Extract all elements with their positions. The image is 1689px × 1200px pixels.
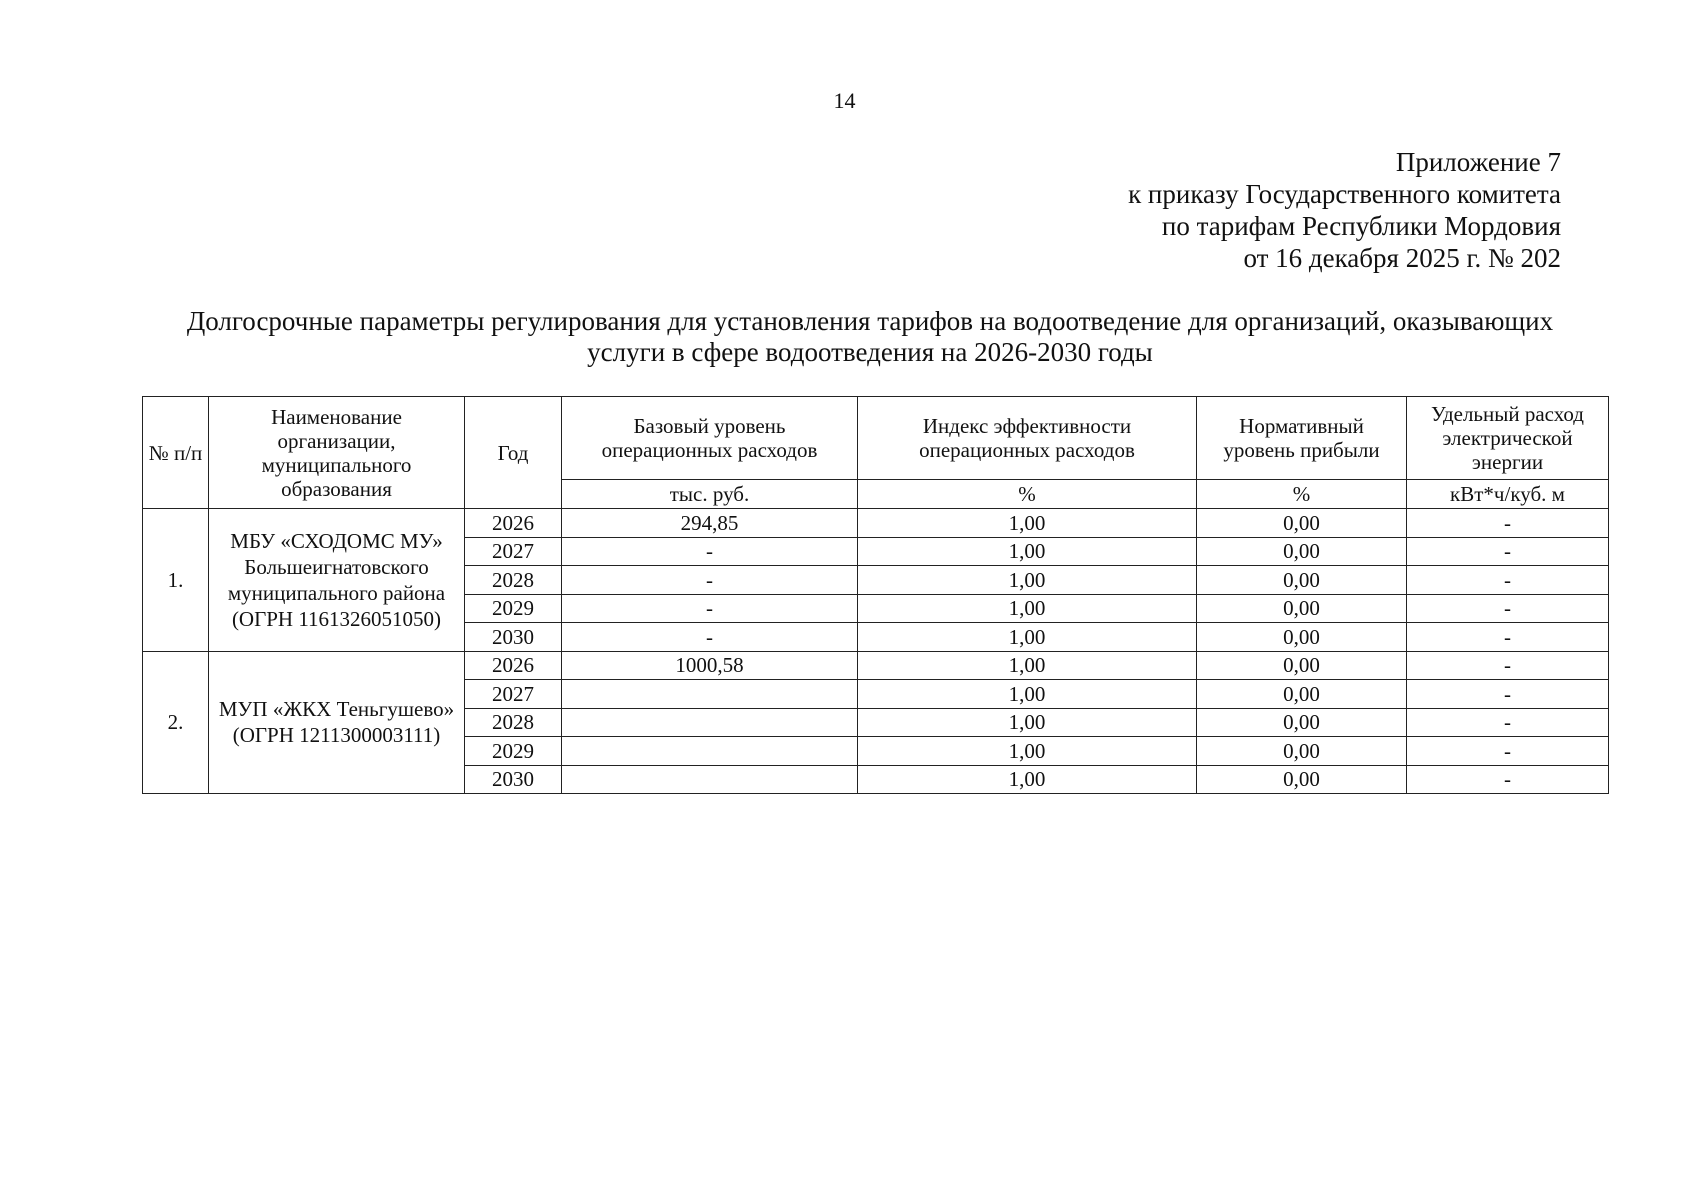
cell-index: 1,00 — [858, 737, 1197, 766]
cell-profit: 0,00 — [1197, 566, 1407, 595]
org-number: 2. — [143, 651, 209, 794]
cell-year: 2028 — [465, 566, 562, 595]
cell-base: - — [562, 566, 858, 595]
appendix-line-1: Приложение 7 — [1395, 147, 1561, 177]
cell-index: 1,00 — [858, 708, 1197, 737]
cell-index: 1,00 — [858, 765, 1197, 794]
cell-index: 1,00 — [858, 651, 1197, 680]
table-row — [143, 509, 1609, 538]
cell-energy: - — [1407, 566, 1609, 595]
header-profit: Нормативный уровень прибыли — [1197, 397, 1407, 480]
header-energy: Удельный расход электрической энергии — [1407, 397, 1609, 480]
document-title-line-2: услуги в сфере водоотведения на 2026-2030 годы — [587, 337, 1153, 367]
cell-energy: - — [1407, 708, 1609, 737]
cell-energy: - — [1407, 651, 1609, 680]
cell-index: 1,00 — [858, 680, 1197, 709]
cell-profit: 0,00 — [1197, 623, 1407, 652]
header-index: Индекс эффективности операционных расходов — [858, 397, 1197, 480]
cell-base — [562, 680, 858, 709]
cell-year: 2029 — [465, 737, 562, 766]
cell-year: 2030 — [465, 765, 562, 794]
appendix-header — [1128, 146, 1561, 274]
header-year: Год — [465, 397, 562, 509]
org-name: МУП «ЖКХ Теньгушево» (ОГРН 1211300003111) — [209, 651, 465, 794]
cell-energy: - — [1407, 537, 1609, 566]
appendix-line-3: по тарифам Республики Мордовия — [1161, 211, 1561, 241]
cell-profit: 0,00 — [1197, 651, 1407, 680]
appendix-line-2: к приказу Государственного комитета — [1128, 179, 1561, 209]
cell-index: 1,00 — [858, 537, 1197, 566]
cell-index: 1,00 — [858, 623, 1197, 652]
cell-index: 1,00 — [858, 566, 1197, 595]
document-title — [150, 306, 1590, 368]
cell-profit: 0,00 — [1197, 680, 1407, 709]
unit-energy: кВт*ч/куб. м — [1407, 480, 1609, 509]
unit-profit: % — [1197, 480, 1407, 509]
cell-profit: 0,00 — [1197, 765, 1407, 794]
cell-base: 1000,58 — [562, 651, 858, 680]
cell-profit: 0,00 — [1197, 594, 1407, 623]
unit-base: тыс. руб. — [562, 480, 858, 509]
cell-base — [562, 708, 858, 737]
cell-energy: - — [1407, 623, 1609, 652]
cell-energy: - — [1407, 680, 1609, 709]
page-number: 14 — [833, 88, 856, 113]
cell-energy: - — [1407, 594, 1609, 623]
cell-year: 2030 — [465, 623, 562, 652]
cell-base: 294,85 — [562, 509, 858, 538]
cell-energy: - — [1407, 737, 1609, 766]
table-header-row — [143, 397, 1609, 480]
cell-year: 2026 — [465, 509, 562, 538]
cell-energy: - — [1407, 765, 1609, 794]
cell-base: - — [562, 594, 858, 623]
cell-year: 2027 — [465, 680, 562, 709]
table-row — [143, 651, 1609, 680]
cell-year: 2029 — [465, 594, 562, 623]
parameters-table — [142, 396, 1609, 794]
cell-year: 2028 — [465, 708, 562, 737]
cell-profit: 0,00 — [1197, 509, 1407, 538]
cell-index: 1,00 — [858, 594, 1197, 623]
header-base: Базовый уровень операционных расходов — [562, 397, 858, 480]
cell-index: 1,00 — [858, 509, 1197, 538]
cell-profit: 0,00 — [1197, 708, 1407, 737]
unit-index: % — [858, 480, 1197, 509]
cell-profit: 0,00 — [1197, 737, 1407, 766]
org-number: 1. — [143, 509, 209, 652]
org-name: МБУ «СХОДОМС МУ» Большеигнатовского муниципального района (ОГРН 1161326051050) — [209, 509, 465, 652]
cell-base: - — [562, 623, 858, 652]
cell-year: 2026 — [465, 651, 562, 680]
header-num: № п/п — [143, 397, 209, 509]
cell-base — [562, 737, 858, 766]
cell-profit: 0,00 — [1197, 537, 1407, 566]
header-org: Наименование организации, муниципального образования — [209, 397, 465, 509]
cell-year: 2027 — [465, 537, 562, 566]
appendix-line-4: от 16 декабря 2025 г. № 202 — [1243, 243, 1561, 273]
cell-base: - — [562, 537, 858, 566]
document-title-line-1: Долгосрочные параметры регулирования для установления тарифов на водоотведение для организаций, оказывающих — [186, 306, 1554, 336]
cell-base — [562, 765, 858, 794]
cell-energy: - — [1407, 509, 1609, 538]
